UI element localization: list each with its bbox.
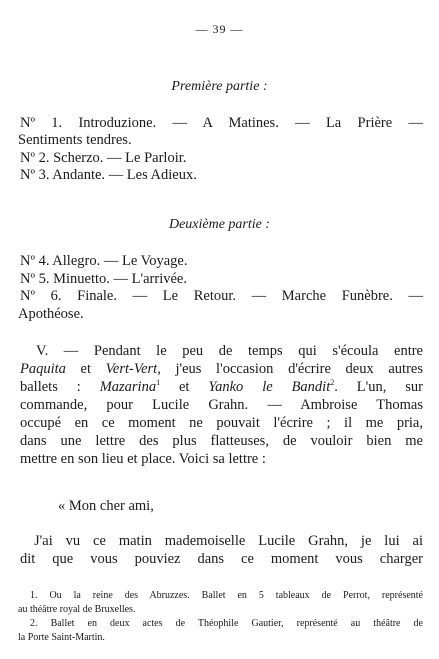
footnote-ref: 1 xyxy=(156,378,161,388)
part1-item: Nº 1. Introduzione. — A Matines. — La Prière — xyxy=(20,115,423,131)
part1-title: Première partie : xyxy=(171,79,268,94)
paragraph-line: occupé en ce moment ne pouvait l'écrire ; il me pria, xyxy=(20,415,423,431)
part2-item: Apothéose. xyxy=(18,306,84,322)
footnote: la Porte Saint-Martin. xyxy=(18,632,105,643)
paragraph-line: Paquita et Vert-Vert, j'eus l'occasion d'écrire deux autres xyxy=(20,361,423,377)
title-mazarina: Mazarina xyxy=(99,379,157,395)
part2-item: Nº 6. Finale. — Le Retour. — Marche Funèbre. — xyxy=(20,288,423,304)
letter-line: dit que vous pouviez dans ce moment vous charger xyxy=(20,551,423,567)
footnote: 2. Ballet en deux actes de Théophile Gautier, représenté au théâtre de xyxy=(30,618,423,629)
title-paquita: Paquita xyxy=(20,361,66,377)
letter-salutation: « Mon cher ami, xyxy=(58,498,154,514)
paragraph-line: commande, pour Lucile Grahn. — Ambroise Thomas xyxy=(20,397,423,413)
part1-item: Nº 3. Andante. — Les Adieux. xyxy=(20,167,197,183)
page-number: — 39 — xyxy=(195,22,244,36)
footnote: 1. Ou la reine des Abruzzes. Ballet en 5 tableaux de Perrot, représenté xyxy=(30,590,423,601)
part2-item: Nº 4. Allegro. — Le Voyage. xyxy=(20,253,188,269)
footnote-ref: 2 xyxy=(330,378,335,388)
letter-line: J'ai vu ce matin mademoiselle Lucile Grahn, je lui ai xyxy=(34,533,423,549)
part1-item: Sentiments tendres. xyxy=(18,132,132,148)
paragraph-line: ballets : Mazarina$^1$ et Yanko le Bandit$^2$. L'un, sur xyxy=(20,378,423,395)
part2-item: Nº 5. Minuetto. — L'arrivée. xyxy=(20,271,187,287)
paragraph-line: V. — Pendant le peu de temps qui s'écoula entre xyxy=(36,343,423,359)
part2-title: Deuxième partie : xyxy=(168,217,271,232)
paragraph-line: mettre en son lieu et place. Voici sa lettre : xyxy=(20,451,266,467)
part1-item: Nº 2. Scherzo. — Le Parloir. xyxy=(20,150,187,166)
title-vert-vert: Vert-Vert xyxy=(105,361,158,377)
paragraph-line: dans une lettre des plus flatteuses, de vouloir bien me xyxy=(20,433,423,449)
title-yanko: Yanko le Bandit xyxy=(208,379,331,395)
footnote: au théâtre royal de Bruxelles. xyxy=(18,604,136,615)
